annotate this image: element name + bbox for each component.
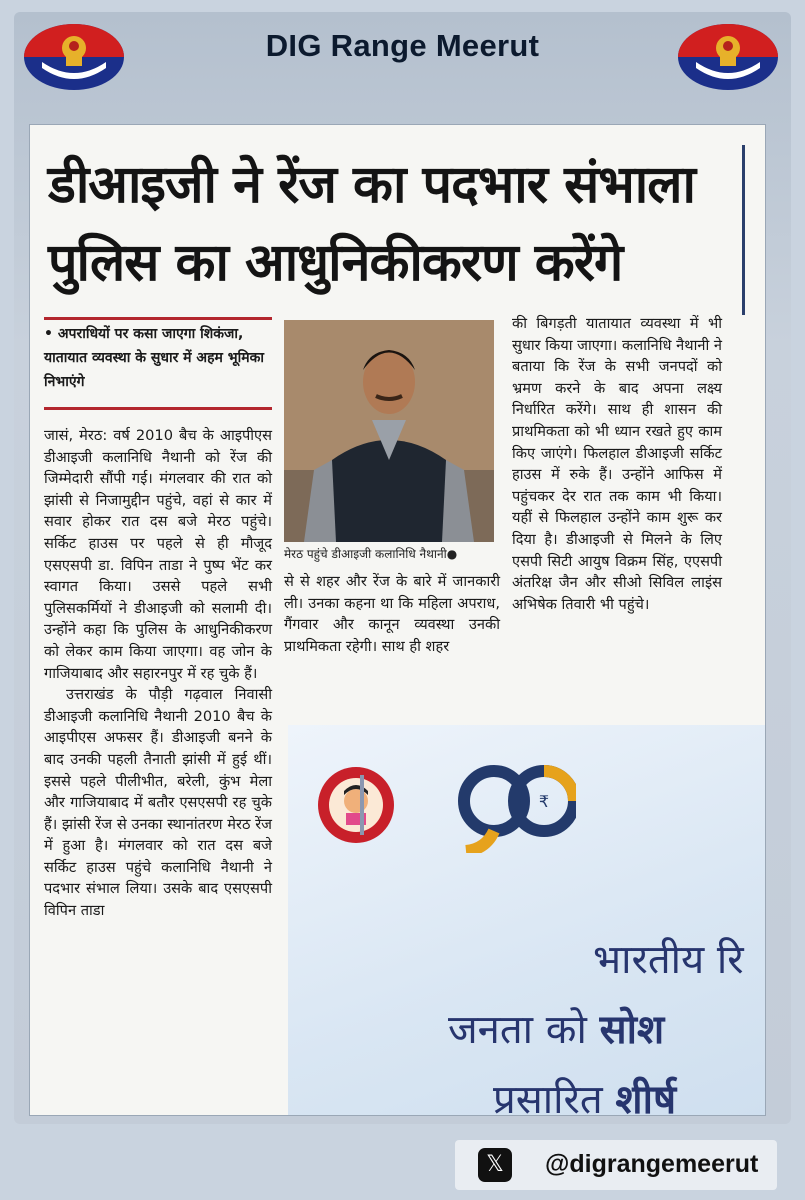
twitter-handle[interactable]: @digrangemeerut (545, 1150, 759, 1178)
dig-portrait-photo (284, 320, 494, 542)
ad-text-line-1: भारतीय रि (593, 937, 744, 983)
ad-text-line-2 (448, 1000, 664, 1055)
ad-text-bold: सोश (599, 1006, 665, 1053)
x-logo-icon[interactable]: 𝕏 (478, 1148, 512, 1182)
ad-text-bold: शीर्ष (615, 1076, 677, 1115)
ad-text-line-3 (493, 1070, 676, 1115)
article-column-2 (284, 571, 500, 657)
ad-text-fragment: प्रसारित (493, 1077, 616, 1115)
subheadline-top-rule (44, 317, 272, 320)
newspaper-clipping (30, 125, 765, 1115)
article-paragraph: से से शहर और रेंज के बारे में जानकारी ली। उनका कहना था कि महिला अपराध, गैंगवार और कानून व्यवस्था उनकी प्राथमिकता रहेगी। साथ ही शहर (284, 573, 500, 655)
subheadline: • अपराधियों पर कसा जाएगा शिकंजा, यातायात व्यवस्था के सुधार में अहम भूमिका निभाएंगे (44, 326, 265, 390)
headline-line-2: पुलिस का आधुनिकीकरण करेंगे (48, 233, 623, 293)
logo-divider (360, 775, 364, 835)
photo-caption: मेरठ पहुंचे डीआइजी कलानिधि नैथानी● (284, 547, 458, 561)
article-column-1 (44, 425, 272, 1095)
article-paragraph: जासं, मेरठ: वर्ष 2010 बैच के आइपीएस डीआइजी कलानिधि नैथानी को रेंज की जिम्मेदारी सौंपी गई। मंगलवार की रात को झांसी से निजामुद्दीन पहुंचे, वहां से कार में सवार होकर रात दस बजे मेरठ पहुंचे। सर्किट हाउस पर पहले से ही मौजूद एसएसपी डा. विपिन ताडा ने पुष्प भेंट कर स्वागत किया। उससे पहले सभी पुलिसकर्मियों ने डीआइजी को सलामी दी। उन्होंने कहा कि पुलिस के आधुनिकीकरण को लेकर काम किया जाएगा। वह जोन के गाजियाबाद और सहारनपुर में रह चुके हैं। (44, 427, 272, 682)
up-police-emblem-icon (676, 22, 781, 92)
advertisement-banner (288, 725, 765, 1115)
page-title: DIG Range Meerut (265, 28, 540, 63)
article-column-3 (512, 313, 722, 615)
headline-line-1: डीआइजी ने रेंज का पदभार संभाला (48, 155, 695, 215)
subheadline-bottom-rule (44, 407, 272, 410)
column-divider (742, 145, 745, 315)
beti-bachao-logo-icon (316, 765, 396, 845)
svg-text:₹: ₹ (538, 792, 550, 811)
ninety-years-logo-icon (456, 763, 576, 853)
article-paragraph: की बिगड़ती यातायात व्यवस्था में भी सुधार किया जाएगा। कलानिधि नैथानी ने बताया कि रेंज के सभी जनपदों को भ्रमण करने के बाद अपना लक्ष्य निर्धारित करेंगे। साथ ही शासन की प्राथमिकता को भी ध्यान रखते हुए काम किए जाएंगे। फिलहाल डीआइजी सर्किट हाउस में रुके हैं। उन्होंने आफिस में पहुंचकर देर रात तक काम भी किया। यहीं से फिलहाल उन्होंने काम शुरू कर दिया है। डीआइजी से मिलने के लिए एसपी सिटी आयुष विक्रम सिंह, एएसपी अंतरिक्ष जैन और सीओ सिविल लाइंस अभिषेक तिवारी भी पहुंचे। (512, 315, 722, 613)
article-paragraph: उत्तराखंड के पौड़ी गढ़वाल निवासी डीआइजी कलानिधि नैथानी 2010 बैच के आइपीएस अफसर हैं। डीआइजी बनने के बाद उनकी पहली तैनाती झांसी में हुई थीं। इससे पहले पीलीभीत, बरेली, कुंभ मेला और गाजियाबाद में बतौर एसएसपी रह चुके हैं। झांसी रेंज से उनका स्थानांतरण मेरठ रेंज में हुआ है। मंगलवार को रात दस बजे सर्किट हाउस पहुंचे कलानिधि नैथानी ने पदभार संभाल लिया। उसके बाद एसएसपी विपिन ताडा (44, 686, 272, 920)
ad-text-fragment: जनता को (448, 1007, 600, 1053)
